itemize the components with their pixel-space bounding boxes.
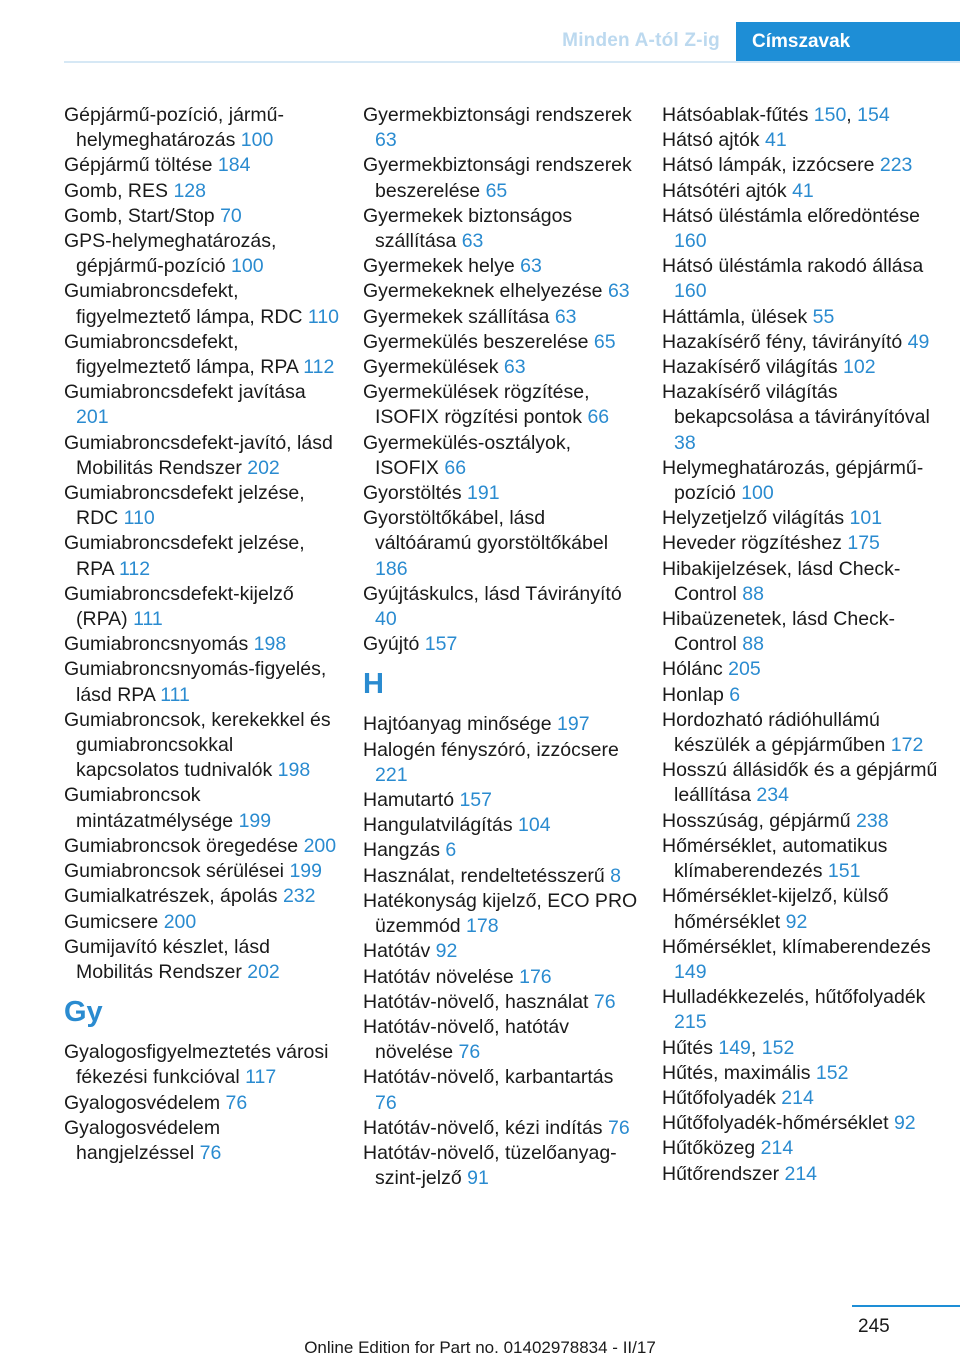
index-entry xyxy=(363,788,638,813)
page-link[interactable]: 160 xyxy=(674,230,707,253)
page-link[interactable]: 198 xyxy=(277,759,311,782)
index-entry xyxy=(64,708,339,784)
page-link[interactable]: 191 xyxy=(467,482,500,505)
index-entry xyxy=(64,884,339,909)
page-link[interactable]: 55 xyxy=(812,305,835,328)
index-term: Gyorstöltőkábel, lásd váltóáramú gyorstöltőkábel xyxy=(363,507,609,555)
index-entry xyxy=(662,204,942,254)
page-link[interactable]: 66 xyxy=(587,406,610,429)
index-letter-heading: H xyxy=(363,668,384,701)
index-entry xyxy=(363,279,638,304)
index-entry xyxy=(363,582,638,632)
index-term: Gumiabroncsnyomás-figyelés, lásd RPA xyxy=(64,658,327,706)
index-column-1 xyxy=(64,103,339,1166)
page-link[interactable]: 151 xyxy=(827,860,861,883)
index-term: Gyermekek helye xyxy=(363,255,521,278)
index-term: Hatótáv-növelő, kézi indítás xyxy=(363,1116,608,1139)
page-link[interactable]: 200 xyxy=(303,834,337,857)
page-separator: , xyxy=(750,1036,762,1059)
index-term: Hangulatvilágítás xyxy=(363,814,519,837)
page-link[interactable]: 76 xyxy=(225,1091,248,1114)
index-term: Hazakísérő fény, távirányító xyxy=(662,330,908,353)
index-entry xyxy=(363,355,638,380)
index-term: Gyermekbiztonsági rendszerek xyxy=(363,104,632,126)
index-entry xyxy=(363,1141,638,1191)
page-link[interactable]: 76 xyxy=(458,1041,481,1064)
index-term: Gyalogosfigyelmeztetés városi fékezési funkcióval xyxy=(64,1041,329,1089)
page-link[interactable]: 152 xyxy=(761,1036,795,1059)
index-term: Gumiabroncsok öregedése xyxy=(64,834,304,857)
index-letter-heading: Gy xyxy=(64,996,103,1029)
page-link[interactable]: 65 xyxy=(593,330,616,353)
index-entry xyxy=(363,380,638,430)
page-link[interactable]: 202 xyxy=(247,456,280,479)
index-entry xyxy=(64,859,339,884)
page-link[interactable]: 160 xyxy=(674,280,707,303)
page-link[interactable]: 232 xyxy=(282,885,316,908)
page-link[interactable]: 49 xyxy=(907,330,930,353)
index-entry xyxy=(363,1116,638,1141)
index-entry xyxy=(662,834,942,884)
index-entry xyxy=(363,481,638,506)
index-term: Hűtőfolyadék-hőmérséklet xyxy=(662,1112,894,1135)
index-term: Gumiabroncsdefekt, figyelmeztető lámpa, RDC xyxy=(64,280,308,328)
index-term: Gumiabroncsdefekt javítása xyxy=(64,381,306,404)
index-entry xyxy=(64,380,339,430)
index-entry xyxy=(64,632,339,657)
index-entry xyxy=(662,708,942,758)
index-entry xyxy=(64,481,339,531)
page-link[interactable]: 40 xyxy=(375,608,397,631)
index-entry xyxy=(64,1091,339,1116)
index-term: Hólánc xyxy=(662,658,729,681)
page-link[interactable]: 76 xyxy=(375,1091,397,1114)
index-entry xyxy=(64,935,339,985)
index-term: Gyermekeknek elhelyezése xyxy=(363,280,608,303)
index-term: Hőmérséklet, automatikus klímaberendezés xyxy=(662,834,888,883)
page-link[interactable]: 6 xyxy=(729,683,741,706)
page-link[interactable]: 214 xyxy=(784,1162,818,1185)
index-entry xyxy=(662,935,942,985)
index-entry xyxy=(64,531,339,581)
index-term: Gumiabroncsdefekt jelzése, RDC xyxy=(64,482,305,530)
index-entry xyxy=(64,1040,339,1090)
index-entry xyxy=(662,380,942,456)
page-link[interactable]: 214 xyxy=(781,1086,814,1109)
index-entry xyxy=(662,128,942,153)
index-term: Helyzetjelző világítás xyxy=(662,507,850,530)
index-term: Gyermekek szállítása xyxy=(363,305,555,328)
index-entry xyxy=(363,889,638,939)
index-entry xyxy=(662,153,942,178)
index-term: Hatótáv xyxy=(363,940,436,963)
index-entry xyxy=(64,910,339,935)
page-link[interactable]: 175 xyxy=(847,532,880,555)
page-link[interactable]: 184 xyxy=(217,154,251,177)
index-entry xyxy=(64,582,339,632)
page-link[interactable]: 215 xyxy=(674,1011,707,1034)
index-entry xyxy=(662,809,942,834)
page-link[interactable]: 104 xyxy=(518,814,551,837)
index-term: Hazakísérő világítás bekapcsolása a távirányítóval xyxy=(662,381,930,429)
page-link[interactable]: 149 xyxy=(674,960,707,983)
index-entry xyxy=(662,506,942,531)
page-link[interactable]: 205 xyxy=(728,658,761,681)
page-link[interactable]: 198 xyxy=(253,633,287,656)
page-link[interactable]: 157 xyxy=(459,789,492,812)
index-entry xyxy=(662,305,942,330)
page-link[interactable]: 202 xyxy=(247,960,280,983)
index-entry xyxy=(363,305,638,330)
index-term: Halogén fényszóró, izzócsere xyxy=(363,738,619,761)
index-entry xyxy=(662,1136,942,1161)
index-term: Hajtóanyag minősége xyxy=(363,713,558,736)
index-entry xyxy=(363,990,638,1015)
page-link[interactable]: 117 xyxy=(245,1066,277,1089)
index-entry xyxy=(363,506,638,582)
index-entry xyxy=(363,939,638,964)
section-tab xyxy=(736,22,960,62)
page-separator: , xyxy=(846,104,858,126)
index-term: Hamutartó xyxy=(363,789,460,812)
page-link[interactable]: 63 xyxy=(607,280,630,303)
index-entry xyxy=(64,330,339,380)
index-term: Helymeghatározás, gépjármű-pozíció xyxy=(662,456,924,505)
page-link[interactable]: 186 xyxy=(375,557,408,580)
index-term: Hűtőrendszer xyxy=(662,1162,785,1185)
index-term: Gyermekek biztonságos szállítása xyxy=(363,204,573,253)
index-term: Gumialkatrészek, ápolás xyxy=(64,885,283,908)
index-entry xyxy=(64,431,339,481)
index-term: Hangzás xyxy=(363,839,446,862)
page-header xyxy=(0,22,960,62)
index-term: Gumiabroncsok mintázatmélysége xyxy=(64,784,239,832)
page-link[interactable]: 223 xyxy=(879,154,913,177)
index-term: Gumiabroncsdefekt-kijelző (RPA) xyxy=(64,582,294,631)
index-term: Hátsó üléstámla előredöntése xyxy=(662,204,920,227)
page-link[interactable]: 92 xyxy=(893,1112,916,1135)
index-term: Gumijavító készlet, lásd Mobilitás Rendszer xyxy=(64,935,270,983)
index-entry xyxy=(662,758,942,808)
index-term: Gomb, RES xyxy=(64,179,174,202)
index-entry xyxy=(662,985,942,1035)
index-term: Hátsó ajtók xyxy=(662,129,765,152)
page-link[interactable]: 6 xyxy=(445,839,457,862)
section-tab-label: Címszavak xyxy=(752,31,851,52)
page-link[interactable]: 214 xyxy=(760,1137,794,1160)
index-entry xyxy=(662,557,942,607)
index-term: Gyermekbiztonsági rendszerek beszerelése xyxy=(363,154,632,202)
page-link[interactable]: 8 xyxy=(610,864,621,887)
index-term: Gyorstöltés xyxy=(363,482,468,505)
page-link[interactable]: 154 xyxy=(857,104,890,126)
index-term: Háttámla, ülések xyxy=(662,305,813,328)
index-term: Hátsóablak-fűtés xyxy=(662,104,814,126)
page-link[interactable]: 100 xyxy=(231,255,264,278)
page-link[interactable]: 102 xyxy=(843,356,876,379)
index-term: Heveder rögzítéshez xyxy=(662,532,848,555)
page-link[interactable]: 41 xyxy=(792,179,814,202)
index-term: Hátsótéri ajtók xyxy=(662,179,793,202)
chapter-title: Minden A-tól Z-ig xyxy=(562,30,720,51)
index-term: Gyújtó xyxy=(363,633,425,656)
index-term: Hőmérséklet, klímaberendezés xyxy=(662,935,931,958)
index-entry xyxy=(363,864,638,889)
page-link[interactable]: 110 xyxy=(123,507,155,530)
page-link[interactable]: 41 xyxy=(764,129,787,152)
index-entry xyxy=(64,153,339,178)
page-link[interactable]: 197 xyxy=(557,713,590,736)
index-term: Hibakijelzések, lásd Check-Control xyxy=(662,557,901,605)
page-link[interactable]: 100 xyxy=(741,482,774,505)
page-link[interactable]: 178 xyxy=(466,915,499,938)
edition-note: Online Edition for Part no. 01402978834 - II/17 xyxy=(304,1338,656,1357)
index-entry xyxy=(662,330,942,355)
page-number: 245 xyxy=(858,1316,890,1337)
index-entry xyxy=(662,1086,942,1111)
index-entry xyxy=(363,103,638,153)
page-link[interactable]: 91 xyxy=(467,1167,489,1190)
page-link[interactable]: 157 xyxy=(424,633,458,656)
index-term: Gumiabroncsdefekt jelzése, RPA xyxy=(64,532,305,580)
index-entry xyxy=(64,279,339,329)
index-entry xyxy=(363,254,638,279)
footer-divider xyxy=(852,1305,960,1307)
index-term: Gumiabroncsok, kerekekkel és gumiabroncsokkal kapcsolatos tudnivalók xyxy=(64,708,331,782)
index-term: Használat, rendeltetésszerű xyxy=(363,864,611,887)
index-term: Gyalogosvédelem hangjelzéssel xyxy=(64,1116,221,1164)
index-term: Gyermekülések rögzítése, ISOFIX rögzítési pontok xyxy=(363,381,590,429)
index-entry xyxy=(363,1015,638,1065)
page-link[interactable]: 238 xyxy=(856,809,889,832)
page-link[interactable]: 101 xyxy=(849,507,883,530)
index-term: Gumiabroncsnyomás xyxy=(64,633,254,656)
page-link[interactable]: 100 xyxy=(240,129,274,152)
index-entry xyxy=(363,838,638,863)
index-term: Hosszúság, gépjármű xyxy=(662,809,857,832)
page-link[interactable]: 92 xyxy=(785,910,808,933)
page-link[interactable]: 150 xyxy=(813,104,847,126)
page-link[interactable]: 128 xyxy=(173,179,206,202)
index-entry xyxy=(662,1162,942,1187)
index-term: Gyermekülés beszerelése xyxy=(363,330,594,353)
page-link[interactable]: 176 xyxy=(519,965,552,988)
page-link[interactable]: 76 xyxy=(593,990,616,1013)
index-term: Hűtés, maximális xyxy=(662,1061,816,1084)
index-column-3 xyxy=(662,103,942,1187)
index-term: Hatótáv növelése xyxy=(363,965,520,988)
index-term: Gépjármű töltése xyxy=(64,154,218,177)
index-entry xyxy=(662,657,942,682)
page-link[interactable]: 88 xyxy=(742,582,764,605)
page-link[interactable]: 221 xyxy=(375,763,408,786)
index-term: Hatótáv-növelő, karbantartás xyxy=(363,1066,614,1089)
index-entry xyxy=(64,657,339,707)
index-term: Gyermekülés-osztályok, ISOFIX xyxy=(363,431,572,479)
index-entry xyxy=(363,738,638,788)
index-entry xyxy=(662,179,942,204)
page-link[interactable]: 76 xyxy=(607,1116,630,1139)
page-link[interactable]: 172 xyxy=(890,734,924,757)
index-term: Hibaüzenetek, lásd Check-Control xyxy=(662,608,896,656)
index-entry xyxy=(64,103,339,153)
index-entry xyxy=(363,813,638,838)
index-term: Hűtőközeg xyxy=(662,1137,761,1160)
page-link[interactable]: 234 xyxy=(756,784,789,807)
index-term: Gyújtáskulcs, lásd Távirányító xyxy=(363,582,622,605)
index-entry xyxy=(363,330,638,355)
header-divider xyxy=(64,61,960,63)
index-term: Hűtőfolyadék xyxy=(662,1086,782,1109)
page-link[interactable]: 111 xyxy=(133,608,163,631)
index-term: Gyermekülések xyxy=(363,356,504,379)
index-term: Hosszú állásidők és a gépjármű leállítása xyxy=(662,759,938,807)
index-entry xyxy=(64,204,339,229)
page-link[interactable]: 63 xyxy=(461,230,484,253)
index-entry xyxy=(662,254,942,304)
page-link[interactable]: 65 xyxy=(485,179,508,202)
index-term: Honlap xyxy=(662,683,730,706)
index-term: Hazakísérő világítás xyxy=(662,356,843,379)
index-entry xyxy=(662,884,942,934)
index-term: Gumicsere xyxy=(64,910,164,933)
index-entry xyxy=(662,355,942,380)
index-term: Hűtés xyxy=(662,1036,719,1059)
index-entry xyxy=(363,965,638,990)
index-entry xyxy=(662,607,942,657)
index-entry xyxy=(363,632,638,657)
index-entry xyxy=(662,1036,942,1061)
page-link[interactable]: 200 xyxy=(163,910,197,933)
page-link[interactable]: 63 xyxy=(520,255,542,278)
page-link[interactable]: 199 xyxy=(238,809,272,832)
page-link[interactable]: 76 xyxy=(199,1141,222,1164)
index-entry xyxy=(64,229,339,279)
index-column-2 xyxy=(363,103,638,1191)
page-link[interactable]: 70 xyxy=(220,204,242,227)
index-term: Hatékonyság kijelző, ECO PRO üzemmód xyxy=(363,889,638,938)
page-link[interactable]: 110 xyxy=(307,305,340,328)
page-link[interactable]: 63 xyxy=(503,356,526,379)
index-entry xyxy=(363,153,638,203)
index-entry xyxy=(64,1116,339,1166)
page-link[interactable]: 66 xyxy=(444,456,467,479)
page-link[interactable]: 112 xyxy=(303,356,335,379)
page-link[interactable]: 63 xyxy=(554,305,577,328)
index-entry xyxy=(363,1065,638,1115)
index-term: Gumiabroncsdefekt, figyelmeztető lámpa, RPA xyxy=(64,330,304,379)
index-entry xyxy=(64,783,339,833)
index-entry xyxy=(64,834,339,859)
page-link[interactable]: 201 xyxy=(76,406,109,429)
index-term: Hátsó lámpák, izzócsere xyxy=(662,154,880,177)
index-term: Hatótáv-növelő, hatótáv növelése xyxy=(363,1015,569,1064)
page-link[interactable]: 38 xyxy=(674,431,696,454)
index-term: Hatótáv-növelő, tüzelőanyag-szint-jelző xyxy=(363,1141,617,1190)
index-entry xyxy=(363,204,638,254)
index-entry xyxy=(662,531,942,556)
index-term: Hordozható rádióhullámú készülék a gépjárműben xyxy=(662,708,891,757)
page-link[interactable]: 112 xyxy=(119,557,151,580)
index-entry xyxy=(662,1111,942,1136)
index-entry xyxy=(363,431,638,481)
page-link[interactable]: 111 xyxy=(160,683,190,706)
index-term: GPS-helymeghatározás, gépjármű-pozíció xyxy=(64,230,277,278)
page-link[interactable]: 92 xyxy=(435,940,458,963)
page-link[interactable]: 199 xyxy=(289,860,322,883)
index-term: Hatótáv-növelő, használat xyxy=(363,990,594,1013)
index-entry xyxy=(662,103,942,128)
index-entry xyxy=(662,1061,942,1086)
index-term: Gépjármű-pozíció, jármű-helymeghatározás xyxy=(64,104,284,152)
index-term: Hátsó üléstámla rakodó állása xyxy=(662,255,924,278)
index-entry xyxy=(64,179,339,204)
index-entry xyxy=(662,456,942,506)
index-entry xyxy=(363,712,638,737)
page-link[interactable]: 149 xyxy=(718,1036,751,1059)
index-term: Hőmérséklet-kijelző, külső hőmérséklet xyxy=(662,885,889,933)
page-link[interactable]: 63 xyxy=(375,129,397,152)
index-term: Gumiabroncsok sérülései xyxy=(64,860,290,883)
index-term: Gumiabroncsdefekt-javító, lásd Mobilitás Rendszer xyxy=(64,431,333,479)
index-term: Hulladékkezelés, hűtőfolyadék xyxy=(662,986,926,1009)
index-term: Gomb, Start/Stop xyxy=(64,204,221,227)
index-entry xyxy=(662,683,942,708)
page-link[interactable]: 152 xyxy=(815,1061,849,1084)
index-term: Gyalogosvédelem xyxy=(64,1091,226,1114)
page-link[interactable]: 88 xyxy=(742,633,764,656)
